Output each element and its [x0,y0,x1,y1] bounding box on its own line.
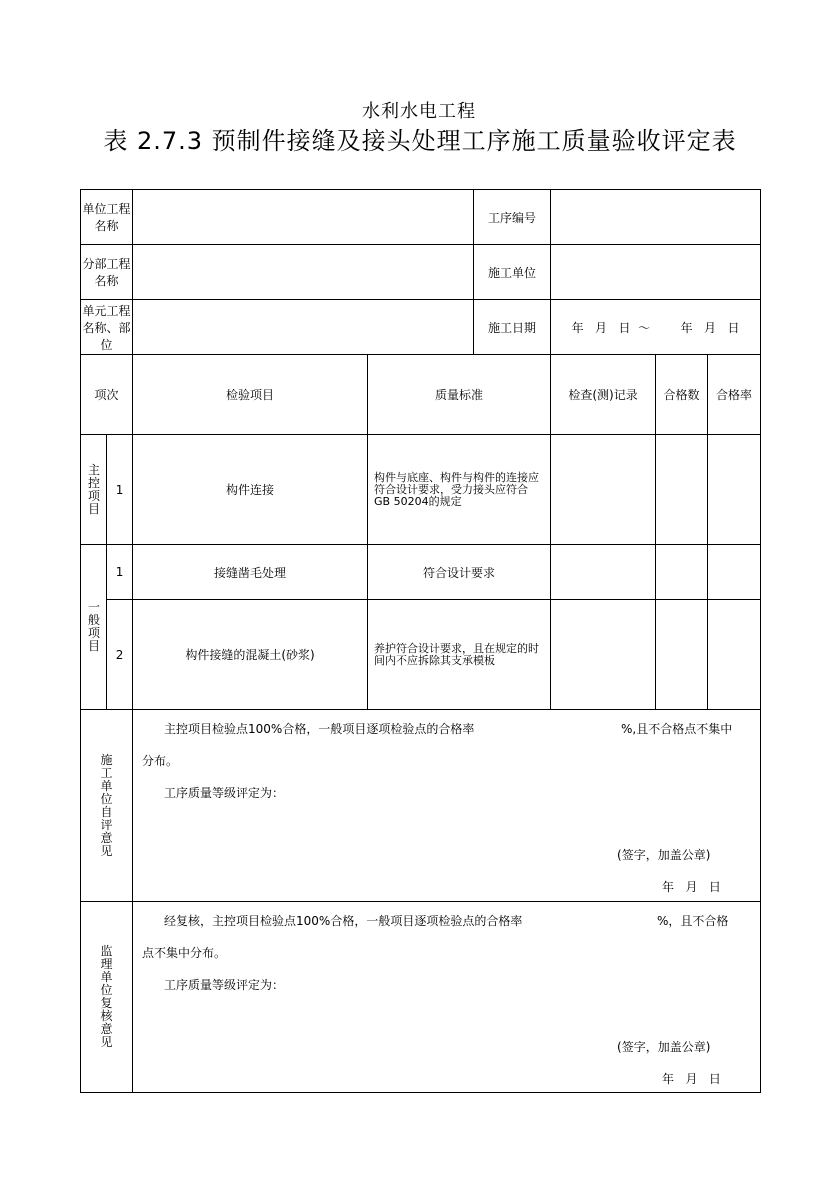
main-row-1-pass-rate[interactable] [708,435,761,545]
date-label: 施工日期 [474,300,551,355]
acceptance-form-table [80,189,761,1093]
contractor-opinion-line1: 主控项目检验点100%合格，一般项目逐项检验点的合格率 [164,722,475,736]
main-row-1-pass-count[interactable] [656,435,708,545]
col-item-no: 项次 [81,355,133,435]
general-row-1-item: 接缝凿毛处理 [133,545,368,600]
main-row-1-item: 构件连接 [133,435,368,545]
contractor-opinion-line1-end: %,且不合格点不集中 [621,722,733,736]
process-no-label: 工序编号 [474,190,551,245]
supervisor-opinion-date: 年 月 日 [662,1072,721,1086]
contractor-opinion-sign: (签字，加盖公章) [617,848,711,862]
supertitle: 水利水电工程 [362,101,476,122]
general-row-2-item: 构件接缝的混凝土(砂浆) [133,600,368,710]
general-row-1-pass-rate[interactable] [708,545,761,600]
sub-project-value[interactable] [133,245,474,300]
process-no-value[interactable] [551,190,761,245]
contractor-opinion-label: 施工单位自评意见 [81,710,133,902]
supervisor-opinion-line1-end: %，且不合格 [657,914,729,928]
supervisor-opinion-area[interactable] [133,902,760,1092]
supervisor-opinion-label: 监理单位复核意见 [81,902,133,1093]
col-pass-rate: 合格率 [708,355,761,435]
form-title: 表 2.7.3 预制件接缝及接头处理工序施工质量验收评定表 [103,127,737,155]
general-row-2-no: 2 [107,600,133,710]
supervisor-opinion-line2: 点不集中分布。 [142,946,227,960]
col-pass-count: 合格数 [656,355,708,435]
contractor-opinion-grade: 工序质量等级评定为： [164,786,285,800]
element-label: 单元工程名称、部位 [81,300,133,355]
main-row-1-record[interactable] [551,435,656,545]
contractor-label: 施工单位 [474,245,551,300]
general-row-1-pass-count[interactable] [656,545,708,600]
supervisor-opinion-grade: 工序质量等级评定为： [164,978,285,992]
general-row-1-record[interactable] [551,545,656,600]
general-row-1-no: 1 [107,545,133,600]
col-record: 检查(测)记录 [551,355,656,435]
general-category: 一般项目 [81,545,107,710]
col-item: 检验项目 [133,355,368,435]
supervisor-opinion-line1: 经复核，主控项目检验点100%合格，一般项目逐项检验点的合格率 [164,914,523,928]
contractor-opinion-line2: 分布。 [142,754,179,768]
contractor-value[interactable] [551,245,761,300]
supervisor-opinion-sign: (签字，加盖公章) [617,1040,711,1054]
general-row-2-record[interactable] [551,600,656,710]
main-control-category: 主控项目 [81,435,107,545]
contractor-opinion-date: 年 月 日 [662,880,721,894]
main-row-1-standard: 构件与底座、构件与构件的连接应符合设计要求，受力接头应符合GB 50204的规定 [368,435,551,545]
unit-project-value[interactable] [133,190,474,245]
contractor-opinion-area[interactable] [133,710,760,900]
general-row-2-pass-rate[interactable] [708,600,761,710]
general-row-2-pass-count[interactable] [656,600,708,710]
date-value[interactable]: 年 月 日 ～ 年 月 日 [551,300,761,355]
element-value[interactable] [133,300,474,355]
col-standard: 质量标准 [368,355,551,435]
main-row-1-no: 1 [107,435,133,545]
unit-project-label: 单位工程名称 [81,190,133,245]
general-row-1-standard: 符合设计要求 [368,545,551,600]
general-row-2-standard: 养护符合设计要求，且在规定的时间内不应拆除其支承模板 [368,600,551,710]
sub-project-label: 分部工程名称 [81,245,133,300]
